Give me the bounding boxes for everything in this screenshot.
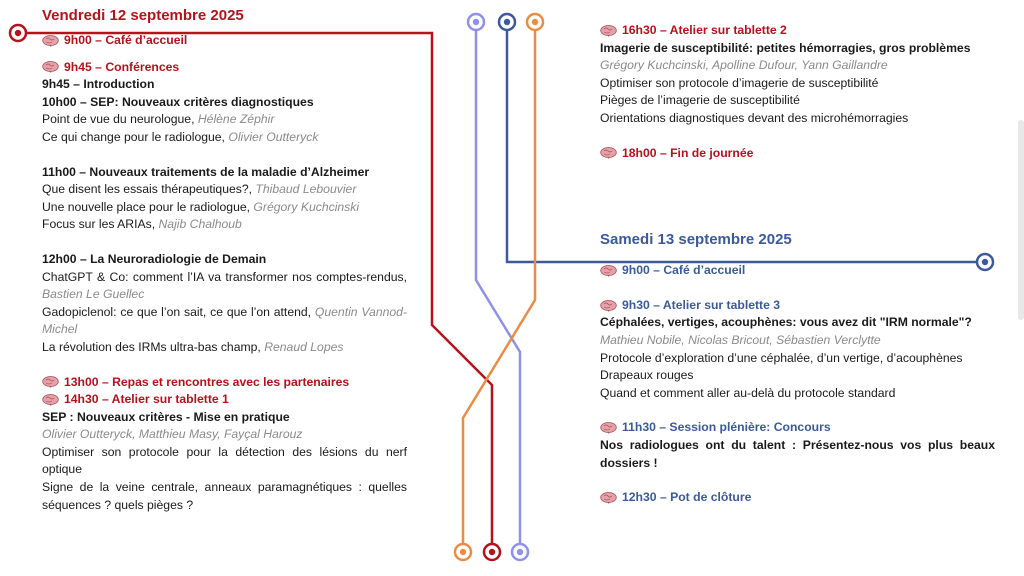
slot-heading: 9h00 – Café d’accueil [42,32,407,50]
slot-heading: 9h00 – Café d’accueil [600,262,995,280]
topic: Pièges de l’imagerie de susceptibilité [600,93,800,108]
talk: Que disent les essais thérapeutiques?, Thibaud Lebouvier [42,182,357,197]
topic: Drapeaux rouges [600,368,694,383]
slot-heading: 11h30 – Session plénière: Concours [600,419,995,437]
line-end-circle-icon [512,544,528,560]
session-title: 10h00 – SEP: Nouveaux critères diagnostiques [42,94,314,109]
day-title: Samedi 13 septembre 2025 [600,231,792,249]
line-end-circle-icon [484,544,500,560]
talk: Focus sur les ARIAs, Najib Chalhoub [42,217,242,232]
brain-icon [42,394,59,406]
line-end-circle-icon [499,14,515,30]
orange-line [463,22,535,552]
slot-heading: 9h45 – Conférences [42,59,407,77]
session-title: 12h00 – La Neuroradiologie de Demain [42,251,267,266]
slot-heading: 12h30 – Pot de clôture [600,489,995,507]
brain-icon [42,61,59,73]
brain-icon [600,147,617,159]
lavender-line [476,22,520,552]
speakers: Mathieu Nobile, Nicolas Bricout, Sébastien Verclytte [600,332,881,347]
topic: Signe de la veine centrale, anneaux paramagnétiques : quelles séquences ? quels pièges ? [42,480,407,512]
line-end-circle-icon [468,14,484,30]
brain-icon [600,492,617,504]
topic: Orientations diagnostiques devant des microhémorragies [600,110,909,125]
session-title: Imagerie de susceptibilité: petites hémorragies, gros problèmes [600,40,971,55]
line-end-circle-icon [10,25,26,41]
topic: Quand et comment aller au-delà du protocole standard [600,385,896,400]
friday-column [42,6,407,514]
line-end-circle-icon [527,14,543,30]
scrollbar[interactable] [1018,120,1024,320]
talk: La révolution des IRMs ultra-bas champ, Renaud Lopes [42,339,344,354]
talk: ChatGPT & Co: comment l’IA va transformer nos comptes-rendus, Bastien Le Guellec [42,269,407,302]
talk: Ce qui change pour le radiologue, Olivier Outteryck [42,129,319,144]
session-title: SEP : Nouveaux critères - Mise en pratique [42,409,290,424]
talk: Une nouvelle place pour le radiologue, Grégory Kuchcinski [42,199,360,214]
speaker: Hélène Zéphir [197,112,275,127]
brain-icon [600,300,617,312]
speaker: Olivier Outteryck [228,129,319,144]
speaker: Quentin Vannod-Michel [42,304,408,337]
topic: Optimiser son protocole pour la détection des lésions du nerf optique [42,444,407,477]
day-title: Vendredi 12 septembre 2025 [42,7,244,24]
brain-icon [600,25,617,37]
talk: Point de vue du neurologue, Hélène Zéphir [42,112,275,127]
right-column [600,22,995,507]
brain-icon [42,35,59,47]
speakers: Olivier Outteryck, Matthieu Masy, Fayçal Harouz [42,427,303,442]
talk: Gadopiclenol: ce que l’on sait, ce que l’on attend, Quentin Vannod-Michel [42,304,408,337]
line-end-circle-icon [455,544,471,560]
brain-icon [600,265,617,277]
slot-heading: 13h00 – Repas et rencontres avec les partenaires [42,374,407,392]
topic: Protocole d’exploration d’une céphalée, d’un vertige, d’acouphènes [600,350,963,365]
topic: Optimiser son protocole d’imagerie de susceptibilité [600,75,879,90]
slot-heading: 9h30 – Atelier sur tablette 3 [600,297,995,315]
speaker: Renaud Lopes [264,339,344,354]
speaker: Najib Chalhoub [158,217,242,232]
session-title: Céphalées, vertiges, acouphènes: vous avez dit "IRM normale"? [600,315,972,330]
slot-heading: 18h00 – Fin de journée [600,145,995,163]
speaker: Grégory Kuchcinski [253,199,360,214]
brain-icon [42,376,59,388]
session-title: 11h00 – Nouveaux traitements de la maladie d’Alzheimer [42,164,370,179]
session-title: Nos radiologues ont du talent : Présentez-nous vos plus beaux dossiers ! [600,437,995,470]
session-title: 9h45 – Introduction [42,77,155,92]
speaker: Thibaud Lebouvier [255,182,357,197]
speakers: Grégory Kuchcinski, Apolline Dufour, Yann Gaillandre [600,58,888,73]
speaker: Bastien Le Guellec [42,287,145,302]
slot-heading: 16h30 – Atelier sur tablette 2 [600,22,995,40]
brain-icon [600,422,617,434]
slot-heading: 14h30 – Atelier sur tablette 1 [42,391,407,409]
